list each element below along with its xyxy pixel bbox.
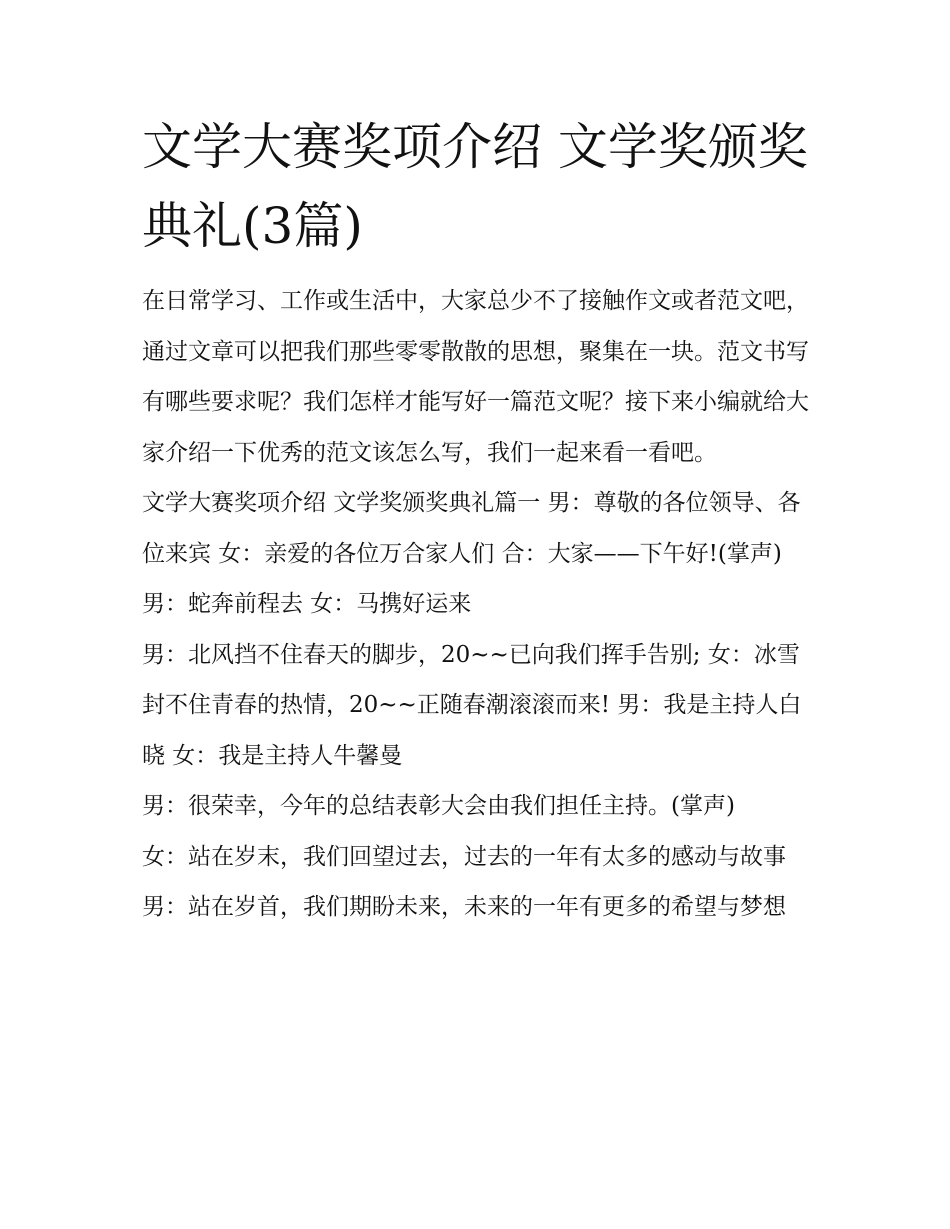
paragraph-look-back: 女：站在岁末，我们回望过去，过去的一年有太多的感动与故事 — [142, 843, 786, 870]
paragraph-honor: 男：很荣幸，今年的总结表彰大会由我们担任主持。(掌声) — [142, 793, 735, 819]
document-page — [142, 108, 814, 933]
paragraph-intro: 在日常学习、工作或生活中，大家总少不了接触作文或者范文吧，通过文章可以把我们那些零零散散的思想，聚集在一块。范文书写有哪些要求呢？我们怎样才能写好一篇范文呢？接下来小编就给大家介绍一下优秀的范文该怎么写，我们一起来看一看吧。 — [142, 288, 809, 466]
paragraph-opening: 文学大赛奖项介绍 文学奖颁奖典礼篇一 男：尊敬的各位领导、各位来宾 女：亲爱的各位万合家人们 合：大家——下午好!(掌声) 男：蛇奔前程去 女：马携好运来 — [142, 490, 801, 617]
paragraph-look-forward: 男：站在岁首，我们期盼未来，未来的一年有更多的希望与梦想 — [142, 894, 786, 920]
paragraph-hosts: 男：北风挡不住春天的脚步，20~~已向我们挥手告别; 女：冰雪封不住青春的热情，20~~正随春潮滚滚而来! 男：我是主持人白晓 女：我是主持人牛馨曼 — [142, 641, 802, 769]
document-title: 文学大赛奖项介绍 文学奖颁奖典礼(3篇) — [142, 118, 808, 255]
